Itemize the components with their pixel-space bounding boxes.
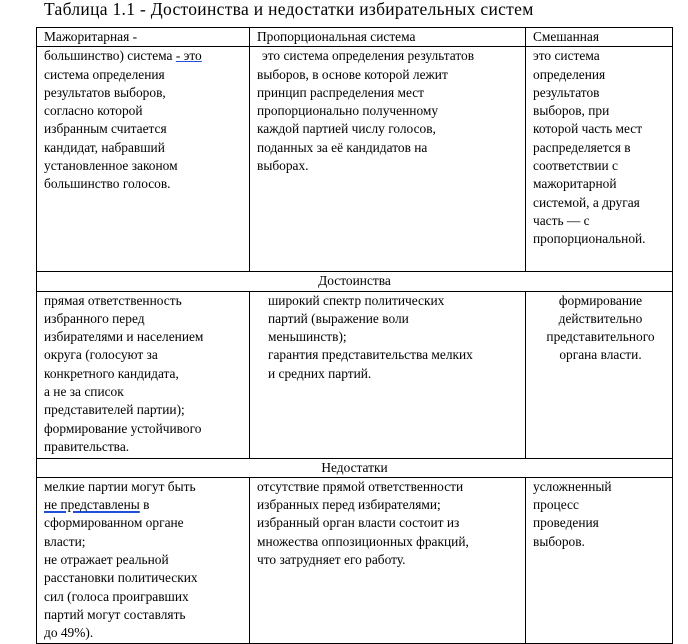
text-line: формирование устойчивого — [44, 420, 202, 436]
text-fragment: в — [143, 497, 150, 513]
definition-row — [37, 47, 673, 272]
text-line: конкретного кандидата, — [44, 365, 179, 381]
text-line: правительства. — [44, 438, 130, 454]
text-line: округа (голосуют за — [44, 347, 158, 363]
text-line: избранного перед — [44, 310, 145, 326]
text-line: проведения — [533, 515, 599, 531]
definition-majoritarian — [37, 47, 250, 272]
text-line: пропорционально полученному — [257, 103, 439, 119]
text-line: сил (голоса проигравших — [44, 588, 189, 604]
text-line: сформированном органе — [44, 515, 184, 531]
text-line: принцип распределения мест — [257, 84, 425, 100]
definition-mixed — [526, 47, 673, 272]
text-line: отсутствие прямой ответственности — [257, 478, 464, 494]
text-line: пропорциональной. — [533, 231, 646, 247]
disadvantages-majoritarian — [37, 477, 250, 643]
advantages-title: Достоинства — [37, 272, 673, 291]
text-line: которой часть мест — [533, 121, 643, 137]
text-line: мелкие партии могут быть — [44, 478, 196, 494]
definition-majoritarian-link[interactable]: - это — [175, 48, 202, 64]
text-line: это система определения результатов — [262, 48, 475, 64]
text-line: кандидат, набравший — [44, 139, 165, 155]
text-line: партий могут составлять — [44, 606, 186, 622]
text-line: большинство голосов. — [44, 176, 171, 192]
disadvantages-header-row — [37, 458, 673, 477]
disadvantages-mixed — [526, 477, 673, 643]
text-line: системой, а другая — [533, 194, 640, 210]
text-line: власти; — [44, 533, 86, 549]
text-line: партий (выражение воли — [268, 310, 409, 326]
text-line: представителей партии); — [44, 402, 185, 418]
text-line: процесс — [533, 497, 579, 513]
text-line: не отражает реальной — [44, 552, 169, 568]
text-line: формирование — [558, 292, 643, 308]
definition-proportional — [250, 47, 526, 272]
advantages-row — [37, 291, 673, 458]
definition-majoritarian-lead: большинство) система — [44, 48, 176, 64]
text-line: выборах. — [257, 158, 309, 174]
text-line: широкий спектр политических — [268, 292, 445, 308]
disadvantages-proportional — [250, 477, 526, 643]
disadvantages-title: Недостатки — [37, 458, 673, 477]
text-line: усложненный — [533, 478, 612, 494]
text-line: определения — [533, 66, 606, 82]
text-line: представительного — [546, 329, 655, 345]
text-line: установленное законом — [44, 158, 178, 174]
text-line: меньшинств); — [268, 329, 347, 345]
text-line: система определения — [44, 66, 165, 82]
text-line: до 49%). — [44, 625, 94, 641]
text-line: согласно которой — [44, 103, 143, 119]
advantages-mixed — [526, 291, 673, 458]
header-row — [37, 28, 673, 47]
advantages-majoritarian — [37, 291, 250, 458]
header-mixed: Смешанная — [526, 28, 673, 47]
text-line: выборов. — [533, 533, 585, 549]
text-line: каждой партией числу голосов, — [257, 121, 436, 137]
text-line: гарантия представительства мелких — [268, 347, 473, 363]
advantages-proportional — [250, 291, 526, 458]
text-line: мажоритарной — [533, 176, 617, 192]
text-line: выборов, при — [533, 103, 610, 119]
text-line: что затрудняет его работу. — [257, 552, 406, 568]
text-line: распределяется в — [533, 139, 631, 155]
electoral-systems-table — [36, 27, 673, 644]
header-proportional: Пропорциональная система — [250, 28, 526, 47]
advantages-header-row — [37, 272, 673, 291]
text-line: выборов, в основе которой лежит — [257, 66, 448, 82]
text-line: соответствии с — [533, 158, 618, 174]
text-line: расстановки политических — [44, 570, 198, 586]
text-line: органа власти. — [559, 347, 642, 363]
text-line: часть — с — [533, 212, 590, 228]
text-line: действительно — [558, 310, 643, 326]
not-represented-link[interactable]: не представлены — [44, 497, 140, 513]
text-line: поданных за её кандидатов на — [257, 139, 428, 155]
text-line: результатов выборов, — [44, 84, 166, 100]
text-line: и средних партий. — [268, 365, 372, 381]
text-line: множества оппозиционных фракций, — [257, 533, 469, 549]
text-line: избранный орган власти состоит из — [257, 515, 460, 531]
text-line: избранных перед избирателями; — [257, 497, 441, 513]
text-line: а не за список — [44, 384, 124, 400]
header-majoritarian: Мажоритарная - — [37, 28, 250, 47]
text-line: результатов — [533, 84, 600, 100]
text-line: избранным считается — [44, 121, 167, 137]
text-line: избирателями и населением — [44, 329, 204, 345]
text-line: это система — [533, 48, 600, 64]
disadvantages-row — [37, 477, 673, 643]
table-caption: Таблица 1.1 - Достоинства и недостатки избирательных систем — [44, 0, 534, 19]
text-line: прямая ответственность — [44, 292, 182, 308]
